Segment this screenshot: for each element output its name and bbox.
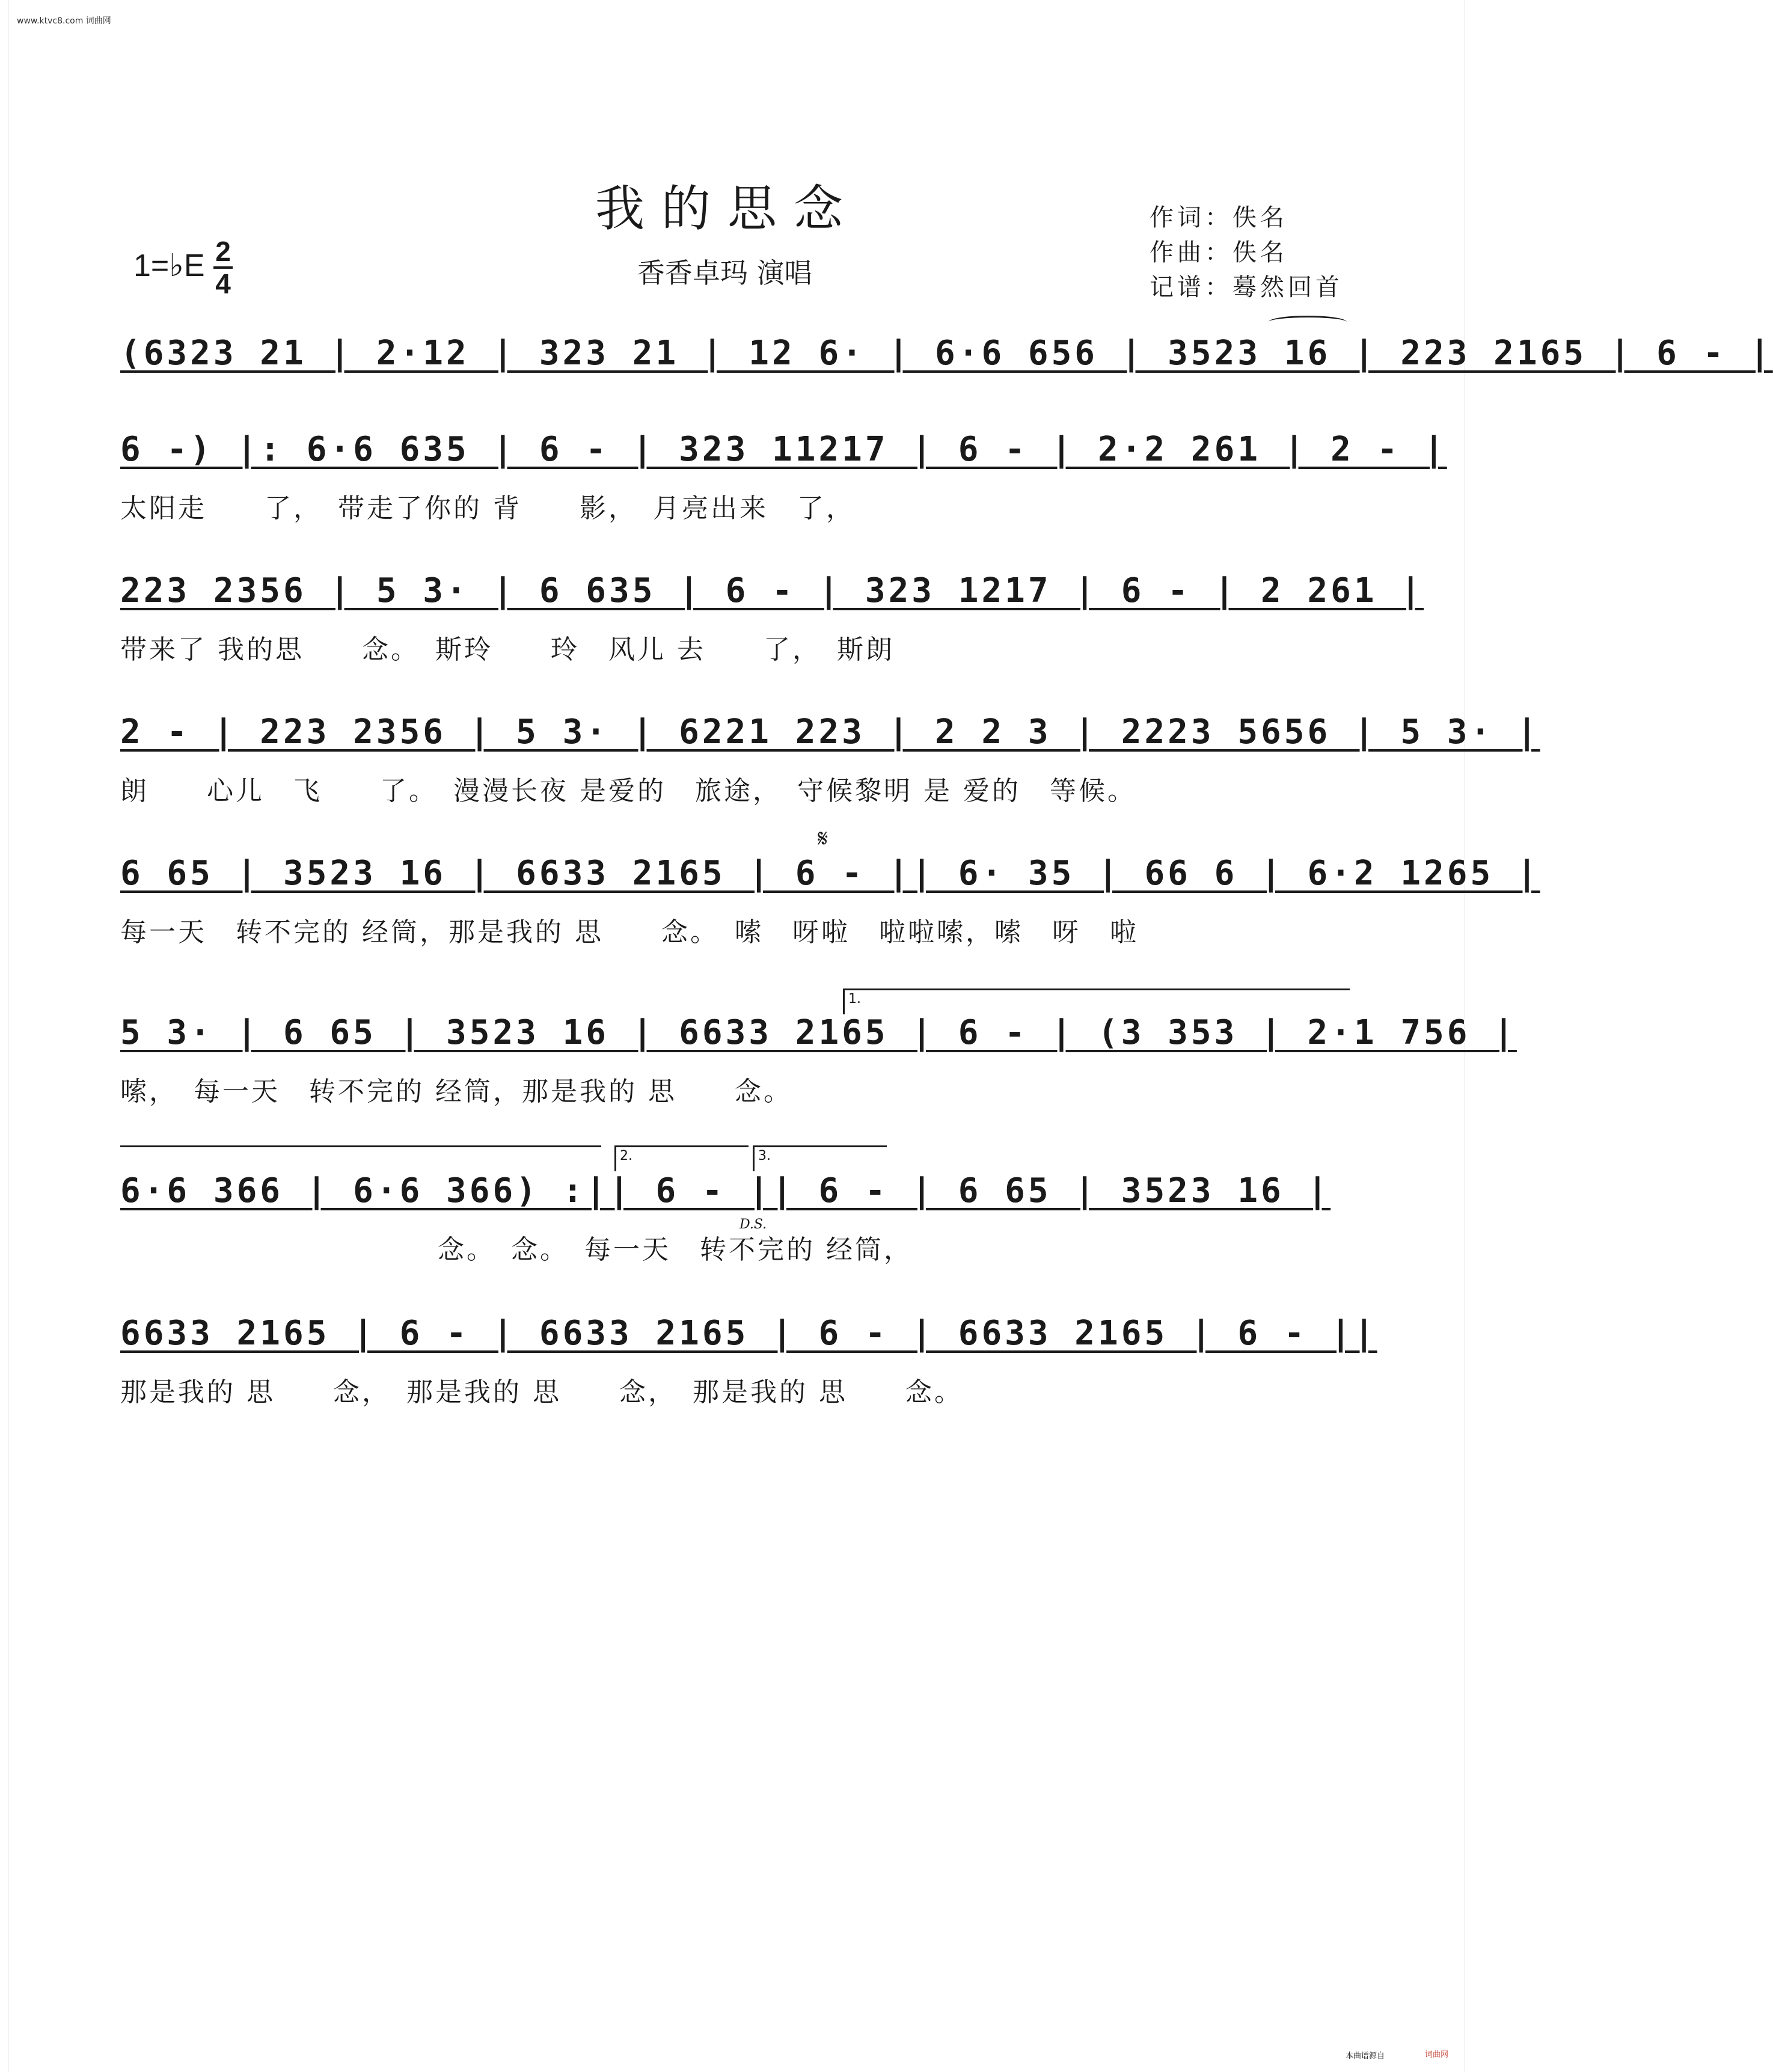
transcriber-credit: 记谱：蓦然回首	[1150, 274, 1343, 301]
score-line-4	[120, 713, 1540, 833]
score-line-5	[120, 854, 1540, 974]
notes: 223 2356 | 5 3· | 6 635 | 6 - | 323 1217 | 6 - | 2 261 |	[120, 571, 1424, 610]
lyrics: 朗 心儿 飞 了。 漫漫长夜 是爱的 旅途， 守候黎明 是 爱的 等候。	[120, 776, 1136, 806]
footer-source: 本曲谱源自	[1346, 2052, 1385, 2061]
lyricist-credit: 作词：佚名	[1150, 204, 1288, 231]
meter-top: 2	[215, 236, 231, 267]
score-line-3	[120, 571, 1424, 691]
volta-3	[753, 1145, 887, 1171]
volta-1	[843, 988, 1350, 1014]
tie-arc	[1269, 316, 1347, 328]
key-signature: 1=♭E	[133, 248, 205, 283]
notes: 5 3· | 6 65 | 3523 16 | 6633 2165 | 6 - | (3 353 | 2·1 756 |	[120, 1013, 1517, 1052]
notes: 6 65 | 3523 16 | 6633 2165 | 6 - || 6· 35 | 66 6 | 6·2 1265 |	[120, 854, 1540, 893]
notes: (6323 21 | 2·12 | 323 21 | 12 6· | 6·6 656 | 3523 16 | 223 2165 | 6 - |	[120, 334, 1773, 373]
composer-credit: 作曲：佚名	[1150, 239, 1288, 266]
left-watermark-strip	[0, 0, 9, 2072]
volta-1-continuation	[120, 1145, 601, 1147]
site-url: www.ktvc8.com 词曲网	[17, 16, 111, 26]
time-signature	[213, 238, 233, 298]
score-line-8	[120, 1314, 1377, 1434]
performer: 香香卓玛 演唱	[637, 257, 812, 289]
lyrics: 带来了 我的思 念。 斯玲 玲 风儿 去 了， 斯朗	[120, 634, 895, 665]
score-line-7	[120, 1171, 1353, 1292]
meter-bottom: 4	[215, 268, 231, 299]
score-line-6	[120, 1013, 1517, 1133]
volta-2-label: 2.	[620, 1148, 632, 1163]
notes: 6633 2165 | 6 - | 6633 2165 | 6 - | 6633 2165 | 6 - ||	[120, 1314, 1377, 1353]
score-line-2	[120, 430, 1447, 550]
footer-site: 词曲网	[1425, 2050, 1449, 2059]
volta-1-label: 1.	[848, 992, 861, 1007]
segno-sign: 𝄋	[818, 825, 828, 853]
lyrics: 每一天 转不完的 经筒，那是我的 思 念。 嗦 呀啦 啦啦嗦，嗦 呀 啦	[120, 917, 1139, 948]
volta-2	[614, 1145, 749, 1171]
notes: 6 -) |: 6·6 635 | 6 - | 323 11217 | 6 - | 2·2 261 | 2 - |	[120, 430, 1447, 469]
volta-3-label: 3.	[758, 1148, 771, 1163]
song-title: 我的思念	[595, 180, 860, 238]
lyrics: 嗦， 每一天 转不完的 经筒，那是我的 思 念。	[120, 1076, 792, 1107]
lyrics: 那是我的 思 念， 那是我的 思 念， 那是我的 思 念。	[120, 1377, 963, 1408]
notes: 2 - | 223 2356 | 5 3· | 6221 223 | 2 2 3 | 2223 5656 | 5 3· |	[120, 713, 1540, 752]
lyrics: 念。 念。 每一天 转不完的 经筒，	[120, 1234, 913, 1265]
notes: 6·6 366 | 6·6 366) :|| 6 - || 6 - | 6 65 | 3523 16 |	[120, 1171, 1331, 1210]
dal-segno-mark: D.S.	[740, 1217, 767, 1232]
lyrics: 太阳走 了， 带走了你的 背 影， 月亮出来 了，	[120, 493, 855, 524]
